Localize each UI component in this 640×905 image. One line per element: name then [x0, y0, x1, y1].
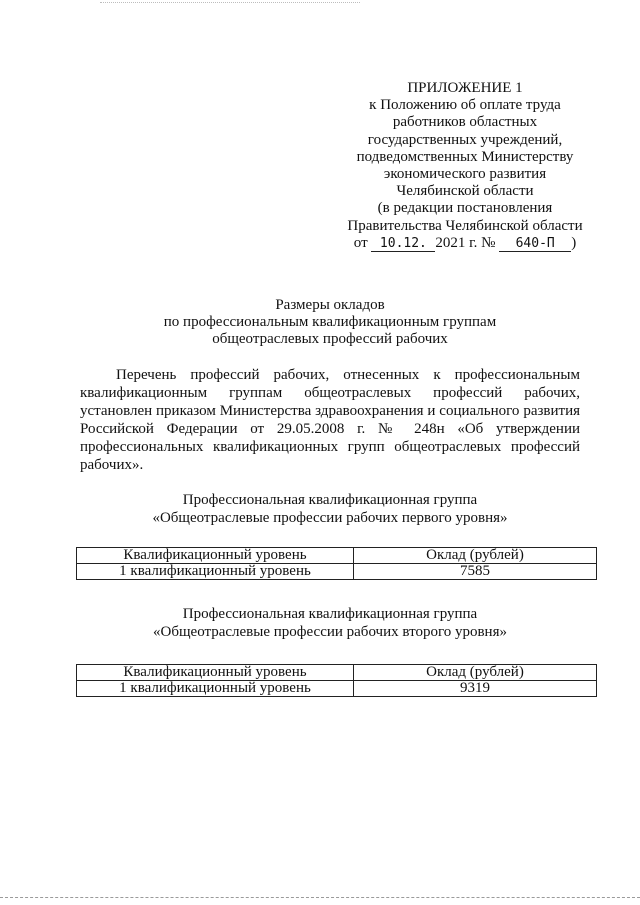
group-title-line: Профессиональная квалификационная группа	[182, 492, 478, 508]
appendix-line: Правительства Челябинской области	[347, 217, 583, 234]
closing-paren: )	[571, 234, 577, 251]
heading-line: общеотраслевых профессий рабочих	[212, 331, 448, 347]
table-header-row	[77, 548, 597, 564]
header-cell: Квалификационный уровень	[77, 548, 354, 564]
table-cell: 1 квалификационный уровень	[77, 564, 354, 580]
appendix-line: подведомственных Министерству	[356, 148, 574, 165]
group-2-table	[76, 664, 597, 697]
table-row	[77, 564, 597, 580]
date-field	[371, 236, 435, 252]
heading-line: Размеры окладов	[275, 297, 385, 313]
intro-line: рабочих».	[80, 457, 144, 473]
group-title-line: «Общеотраслевые профессии рабочих первого уровня»	[152, 510, 508, 526]
heading-line: по профессиональным квалификационным группам	[163, 314, 497, 330]
group-1-title	[80, 491, 580, 527]
header-cell: Оклад (рублей)	[354, 548, 597, 564]
appendix-line: Челябинской области	[396, 183, 534, 200]
table-cell: 9319	[354, 681, 597, 697]
header-cell: Оклад (рублей)	[354, 665, 597, 681]
appendix-line: к Положению об оплате труда	[369, 97, 561, 114]
table-cell: 1 квалификационный уровень	[77, 681, 354, 697]
intro-line: установлен приказом Министерства здравоохранения и социального развития	[80, 403, 580, 419]
number-value: 640-П	[515, 235, 555, 251]
intro-line: Перечень профессий рабочих, отнесенных к профессиональным	[116, 367, 580, 383]
group-title-line: Профессиональная квалификационная группа	[182, 606, 478, 622]
appendix-date-line	[320, 235, 610, 252]
group-1-table	[76, 547, 597, 580]
table-row	[77, 681, 597, 697]
intro-line: Российской Федерации от 29.05.2008 г. № 248н «Об утверждении	[80, 421, 580, 437]
table-cell: 7585	[354, 564, 597, 580]
table-header-row	[77, 665, 597, 681]
group-title-line: «Общеотраслевые профессии рабочих второго уровня»	[153, 624, 507, 640]
appendix-line: работников областных	[392, 114, 538, 131]
header-cell: Квалификационный уровень	[77, 665, 354, 681]
intro-line: квалификационным группам общеотраслевых профессий рабочих,	[80, 385, 580, 401]
document-heading	[80, 297, 580, 348]
date-prefix: от	[353, 234, 368, 251]
scan-artifact-top	[100, 2, 360, 4]
scan-artifact-bottom	[0, 897, 640, 899]
intro-line: профессиональных квалификационных групп общеотраслевых профессий	[80, 439, 580, 455]
appendix-title: ПРИЛОЖЕНИЕ 1	[407, 80, 523, 96]
appendix-block	[320, 80, 610, 252]
appendix-line: государственных учреждений,	[367, 131, 563, 148]
number-field	[499, 236, 571, 252]
appendix-line: экономического развития	[383, 166, 547, 183]
appendix-line: (в редакции постановления	[377, 200, 553, 217]
date-value: 10.12.	[379, 235, 427, 251]
date-year: 2021 г. №	[435, 234, 496, 251]
group-2-title	[80, 605, 580, 641]
intro-paragraph	[80, 366, 580, 474]
